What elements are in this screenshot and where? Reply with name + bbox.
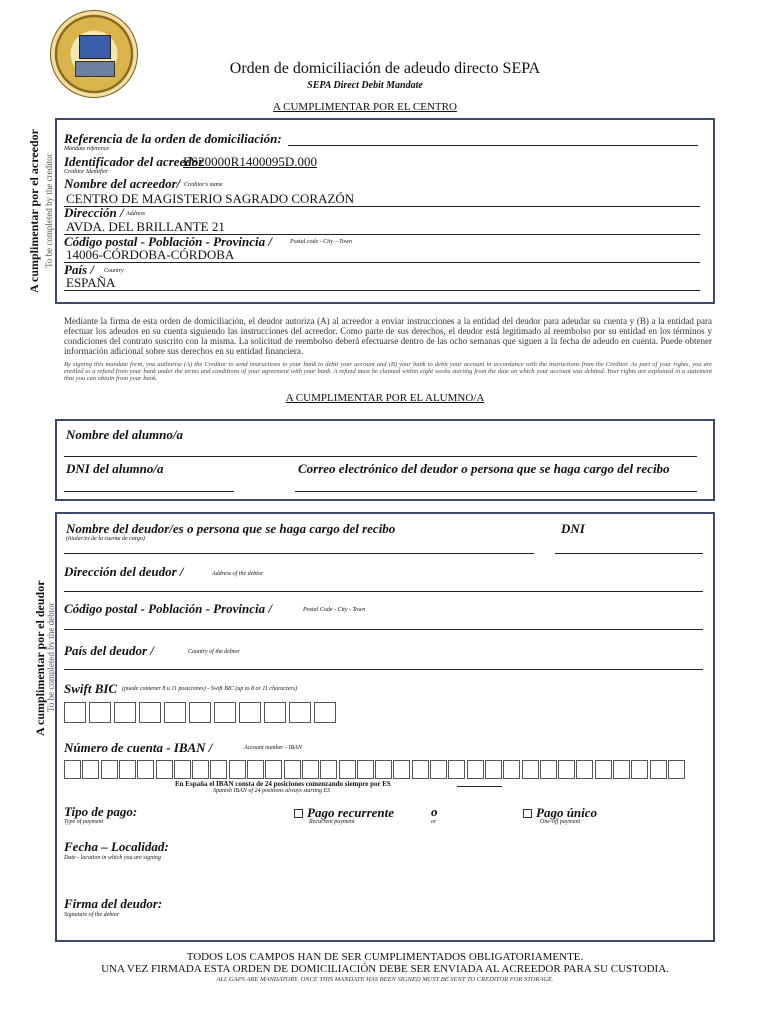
creditor-address-label: Dirección /: [64, 205, 124, 220]
iban-cell[interactable]: [613, 760, 630, 779]
debtor-address-label: Dirección del deudor /: [64, 564, 184, 579]
debtor-iban-note-en: Spanish IBAN of 24 positions always starting ES: [213, 788, 331, 794]
debtor-name-field[interactable]: [64, 553, 534, 554]
creditor-country-line: [64, 290, 700, 291]
iban-cell[interactable]: [210, 760, 227, 779]
debtor-country-field[interactable]: [64, 669, 703, 670]
iban-cell[interactable]: [284, 760, 301, 779]
creditor-id-value: ES20000R1400095D.000: [183, 154, 317, 169]
debtor-iban-label: Número de cuenta - IBAN /: [64, 740, 213, 755]
iban-cell[interactable]: [82, 760, 99, 779]
date-location-en: Date - location in which you are signing: [64, 855, 161, 861]
page-title: Orden de domiciliación de adeudo directo SEPA: [229, 60, 541, 77]
iban-cell[interactable]: [302, 760, 319, 779]
iban-cell[interactable]: [247, 760, 264, 779]
debtor-bic-note: (puede contener 8 u 11 posiciones) - Swift BIC (up to 8 or 11 characters): [122, 686, 298, 692]
section-center-heading: A CUMPLIMENTAR POR EL CENTRO: [273, 101, 457, 113]
payment-type-label: Tipo de pago:: [64, 804, 138, 819]
iban-cell[interactable]: [540, 760, 557, 779]
student-email-label: Correo electrónico del deudor o persona que se haga cargo del recibo: [298, 461, 670, 476]
iban-cell[interactable]: [156, 760, 173, 779]
creditor-country-value: ESPAÑA: [66, 275, 116, 290]
legal-text-en: By signing this mandate form, you authorise (A) the Creditor to send instructions to your bank to debit your account and (B) your bank to debit your account in accordance with the instructions from the Creditor. As part of your rights, you are entitled to a refund from your bank under the terms and conditions of your agreement with your bank. A refund must be claimed within eight weeks starting from the date on which your account was debited. Your rights are explained in a statement that you can obtain from your bank.: [64, 361, 712, 382]
debtor-postal-field[interactable]: [64, 629, 703, 630]
student-dni-field[interactable]: [64, 491, 234, 492]
creditor-country-en: Country: [104, 268, 124, 274]
iban-cell[interactable]: [595, 760, 612, 779]
signature-en: Signature of the debtor: [64, 912, 120, 918]
iban-cell[interactable]: [192, 760, 209, 779]
mandate-reference-field[interactable]: [288, 145, 698, 146]
bic-cell[interactable]: [189, 702, 211, 723]
iban-cell[interactable]: [119, 760, 136, 779]
footer-line-1: TODOS LOS CAMPOS HAN DE SER CUMPLIMENTADOS OBLIGATORIAMENTE.: [186, 951, 584, 963]
iban-cell[interactable]: [101, 760, 118, 779]
bic-cell[interactable]: [289, 702, 311, 723]
recurrent-checkbox[interactable]: [294, 809, 303, 818]
iban-note-line: [457, 786, 502, 787]
creditor-postal-en: Postal code - City – Town: [290, 239, 352, 245]
iban-cell[interactable]: [375, 760, 392, 779]
mandate-reference-label: Referencia de la orden de domiciliación:: [64, 131, 282, 146]
creditor-address-value: AVDA. DEL BRILLANTE 21: [66, 219, 225, 234]
debtor-side-sublabel: To be completed by the debtor: [46, 602, 56, 712]
iban-cell[interactable]: [137, 760, 154, 779]
creditor-postal-line: [64, 262, 700, 263]
iban-cell[interactable]: [265, 760, 282, 779]
debtor-address-field[interactable]: [64, 591, 703, 592]
iban-cell[interactable]: [485, 760, 502, 779]
debtor-country-en: Country of the debtor: [188, 649, 240, 655]
debtor-address-en: Address of the debtor: [212, 571, 264, 577]
creditor-name-en: Creditor's name: [184, 182, 223, 188]
iban-cell[interactable]: [412, 760, 429, 779]
creditor-postal-value: 14006-CÓRDOBA-CÓRDOBA: [66, 247, 235, 262]
bic-cell[interactable]: [314, 702, 336, 723]
iban-cell[interactable]: [668, 760, 685, 779]
bic-cell[interactable]: [214, 702, 236, 723]
iban-cell[interactable]: [448, 760, 465, 779]
iban-cell[interactable]: [357, 760, 374, 779]
debtor-side-label: A cumplimentar por el deudor: [33, 580, 47, 736]
creditor-id-label: Identificador del acreedor: [64, 154, 204, 169]
debtor-dni-label: DNI: [561, 521, 585, 536]
iban-cell[interactable]: [576, 760, 593, 779]
iban-cell[interactable]: [430, 760, 447, 779]
creditor-id-en: Creditor Identifier: [64, 169, 109, 175]
iban-cell[interactable]: [64, 760, 81, 779]
section-student-heading: A CUMPLIMENTAR POR EL ALUMNO/A: [285, 392, 485, 404]
debtor-name-label: Nombre del deudor/es o persona que se haga cargo del recibo: [66, 521, 396, 536]
iban-cell[interactable]: [174, 760, 191, 779]
creditor-address-en: Address: [126, 211, 146, 217]
creditor-side-sublabel: To be completed by the creditor: [44, 153, 54, 268]
debtor-postal-label: Código postal - Población - Provincia /: [64, 601, 272, 616]
bic-cell[interactable]: [139, 702, 161, 723]
iban-cell[interactable]: [631, 760, 648, 779]
footer-line-3: ALL GAPS ARE MANDATORY. ONCE THIS MANDATE HAS BEEN SIGNED MUST BE SENT TO CREDITOR FOR STORAGE.: [216, 976, 554, 983]
or-label: o: [431, 804, 438, 819]
single-label: Pago único: [536, 805, 598, 820]
page-subtitle: SEPA Direct Debit Mandate: [307, 80, 423, 91]
bic-cell[interactable]: [239, 702, 261, 723]
creditor-name-value: CENTRO DE MAGISTERIO SAGRADO CORAZÓN: [66, 191, 355, 206]
bic-cell[interactable]: [114, 702, 136, 723]
creditor-name-line: [64, 206, 700, 207]
or-en: or: [431, 819, 437, 825]
iban-cell[interactable]: [229, 760, 246, 779]
iban-cell[interactable]: [503, 760, 520, 779]
iban-cell[interactable]: [393, 760, 410, 779]
debtor-dni-field[interactable]: [555, 553, 703, 554]
mandate-reference-en: Mandate reference: [64, 146, 110, 152]
iban-cell[interactable]: [339, 760, 356, 779]
recurrent-en: Recurrent payment: [309, 819, 355, 825]
iban-cell[interactable]: [522, 760, 539, 779]
date-location-label: Fecha – Localidad:: [64, 839, 169, 854]
debtor-name-en: (titular/es de la cuenta de cargo): [66, 536, 145, 542]
bic-cell[interactable]: [264, 702, 286, 723]
legal-text-es: Mediante la firma de esta orden de domiciliación, el deudor autoriza (A) al acreedor a enviar instrucciones a la entidad del deudor para adeudar su cuenta y (B) a la entidad para efectuar los adeudos en su cuenta siguiendo las instrucciones del acreedor. Como parte de sus derechos, el deudor está legitimado al reembolso por su entidad en los términos y condiciones del contrato suscrito con la misma. La solicitud de reembolso deberá efectuarse dentro de las ocho semanas que siguen a la fecha de adeudo en cuenta. Puede obtener información adicional sobre sus derechos en su entidad financiera.: [64, 316, 712, 356]
debtor-country-label: País del deudor /: [64, 643, 154, 658]
single-en: One-off payment: [540, 819, 581, 825]
debtor-bic-label: Swift BIC: [64, 681, 118, 696]
signature-label: Firma del deudor:: [64, 896, 163, 911]
creditor-side-label: A cumplimentar por el acreedor: [27, 129, 41, 293]
footer-line-2: UNA VEZ FIRMADA ESTA ORDEN DE DOMICILIACIÓN DEBE SER ENVIADA AL ACREEDOR PARA SU CUSTODIA.: [101, 963, 669, 975]
creditor-name-label: Nombre del acreedor/: [64, 176, 181, 191]
payment-type-en: Type of payment: [64, 819, 104, 825]
debtor-iban-en: Account number - IBAN: [244, 745, 302, 751]
student-name-field[interactable]: [64, 456, 697, 457]
iban-cell[interactable]: [467, 760, 484, 779]
student-name-label: Nombre del alumno/a: [66, 427, 184, 442]
bic-cell[interactable]: [89, 702, 111, 723]
bic-cell[interactable]: [64, 702, 86, 723]
seal-emblem: [79, 35, 111, 59]
student-dni-label: DNI del alumno/a: [66, 461, 164, 476]
bic-cell[interactable]: [164, 702, 186, 723]
single-checkbox[interactable]: [523, 809, 532, 818]
recurrent-label: Pago recurrente: [307, 805, 395, 820]
debtor-iban-note: En España el IBAN consta de 24 posiciones comenzando siempre por ES: [175, 780, 391, 788]
creditor-postal-label: Código postal - Población - Provincia /: [64, 234, 272, 249]
debtor-postal-en: Postal Code - City - Town: [303, 607, 366, 613]
student-email-field[interactable]: [295, 491, 697, 492]
iban-cell[interactable]: [650, 760, 667, 779]
iban-cell[interactable]: [320, 760, 337, 779]
iban-cell[interactable]: [558, 760, 575, 779]
creditor-country-label: País /: [64, 262, 94, 277]
